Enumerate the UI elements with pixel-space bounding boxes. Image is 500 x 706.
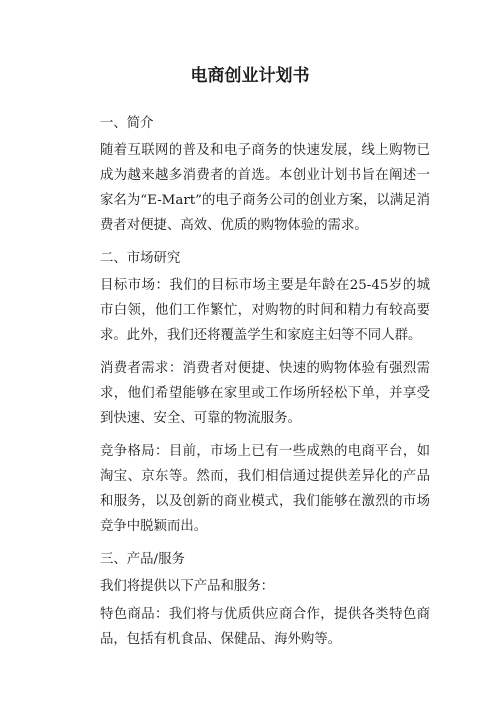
document-body: [100, 111, 430, 660]
paragraph: 目标市场：我们的目标市场主要是年龄在25-45岁的城市白领，他们工作繁忙，对购物的时间和精力有较高要求。此外，我们还将覆盖学生和家庭主妇等不同人群。: [100, 278, 430, 343]
document-title: 电商创业计划书: [190, 66, 310, 86]
paragraph: 特色商品：我们将与优质供应商合作，提供各类特色商品，包括有机食品、保健品、海外购等。: [100, 607, 430, 647]
paragraph: 随着互联网的普及和电子商务的快速发展，线上购物已成为越来越多消费者的首选。本创业计划书旨在阐述一家名为“E-Mart”的电子商务公司的创业方案，以满足消费者对便捷、高效、优质的购物体验的需求。: [100, 143, 430, 233]
section-heading: 一、简介: [100, 116, 154, 131]
section-products-services: [100, 547, 430, 652]
paragraph: 消费者需求：消费者对便捷、快速的购物体验有强烈需求，他们希望能够在家里或工作场所轻松下单，并享受到快速、安全、可靠的物流服务。: [100, 361, 430, 426]
section-market-research: [100, 246, 430, 539]
section-heading: 三、产品/服务: [100, 552, 185, 567]
paragraph: 竞争格局：目前，市场上已有一些成熟的电商平台，如淘宝、京东等。然而，我们相信通过提供差异化的产品和服务，以及创新的商业模式，我们能够在激烈的市场竞争中脱颖而出。: [100, 444, 430, 534]
section-heading: 二、市场研究: [100, 251, 181, 266]
section-intro: [100, 111, 430, 238]
paragraph: 我们将提供以下产品和服务：: [100, 579, 275, 594]
